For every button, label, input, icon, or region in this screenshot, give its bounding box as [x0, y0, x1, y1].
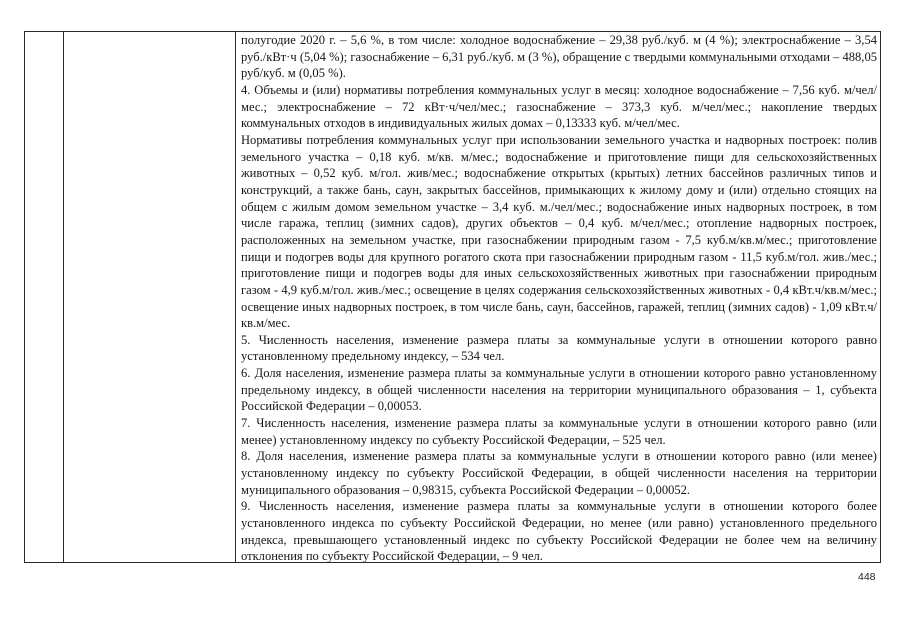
paragraph: Нормативы потребления коммунальных услуг при использовании земельного участка и надворных построек: полив земельного участка – 0,18 куб. м/кв. м/мес.; водоснабжение и приготовление пищи для сельскохозяйственных животных – 0,52 куб. м/гол. жив/мес.; водоснабжение открытых (крытых) летних бассейнов различных типов и конструкций, а также бань, саун, закрытых бассейнов, примыкающих к жилому дому и (или) отдельно стоящих на общем с жилым домом земельном участке – 3,4 куб. м./чел/мес.; водоснабжение иных надворных построек, в том числе гаража, теплиц (зимних садов), других объектов – 0,4 куб. м/чел/мес.; отопление надворных построек, расположенных на земельном участке, при газоснабжении природным газом - 7,5 куб.м/кв.м/мес.; приготовление пищи и подогрев воды для крупного рогатого скота при газоснабжении природным газом - 11,5 куб.м/гол. жив./мес.; приготовление пищи и подогрев воды для иных сельскохозяйственных животных при газоснабжении природным газом - 4,9 куб.м/гол. жив./мес.; освещение в целях содержания сельскохозяйственных животных - 0,4 кВт.ч/кв.м/мес.; освещение иных надворных построек, в том числе бань, саун, бассейнов, гаражей, теплиц (зимних садов) - 1,09 кВт.ч/кв.м/мес.	[241, 132, 877, 331]
paragraph: 9. Численность населения, изменение размера платы за коммунальные услуги в отношении которого более установленного индекса по субъекту Российской Федерации, но менее (или равно) установленного предельного индекса, превышающего установленный индекс по субъекту Российской Федерации не более чем на величину отклонения по субъекту Российской Федерации, – 9 чел.	[241, 499, 877, 564]
paragraph: полугодие 2020 г. – 5,6 %, в том числе: холодное водоснабжение – 29,38 руб./куб. м (4 %); электроснабжение – 3,54 руб./кВт·ч (5,04 %); газоснабжение – 6,31 руб./куб. м (3 %), обращение с твердыми коммунальными отходами – 488,05 руб/куб. м (0,05 %).	[241, 33, 877, 81]
paragraph: 7. Численность населения, изменение размера платы за коммунальные услуги в отношении которого равно (или менее) установленному индексу по субъекту Российской Федерации, – 525 чел.	[241, 416, 877, 447]
table-column-divider	[63, 32, 64, 562]
table-text-cell	[241, 32, 877, 565]
table-column-divider	[235, 32, 236, 562]
paragraph: 8. Доля населения, изменение размера платы за коммунальные услуги в отношении которого равно (или менее) установленному индексу по субъекту Российской Федерации, в общей численности населения на территории муниципального образования – 0,98315, субъекта Российской Федерации – 0,00052.	[241, 449, 877, 497]
document-table	[24, 31, 881, 563]
paragraph: 5. Численность населения, изменение размера платы за коммунальные услуги в отношении которого равно установленному предельному индексу, – 534 чел.	[241, 332, 877, 364]
paragraph: 6. Доля населения, изменение размера платы за коммунальные услуги в отношении которого равно установленному предельному индексу, в общей численности населения на территории муниципального образования – 1, субъекта Российской Федерации – 0,00053.	[241, 366, 877, 414]
paragraph: 4. Объемы и (или) нормативы потребления коммунальных услуг в месяц: холодное водоснабжение – 7,56 куб. м/чел/мес.; электроснабжение – 72 кВт·ч/чел/мес.; газоснабжение – 373,3 куб. м/чел/мес.; накопление твердых коммунальных отходов в индивидуальных жилых домах – 0,13333 куб. м/чел/мес.	[241, 82, 877, 131]
page-number: 448	[858, 571, 876, 583]
